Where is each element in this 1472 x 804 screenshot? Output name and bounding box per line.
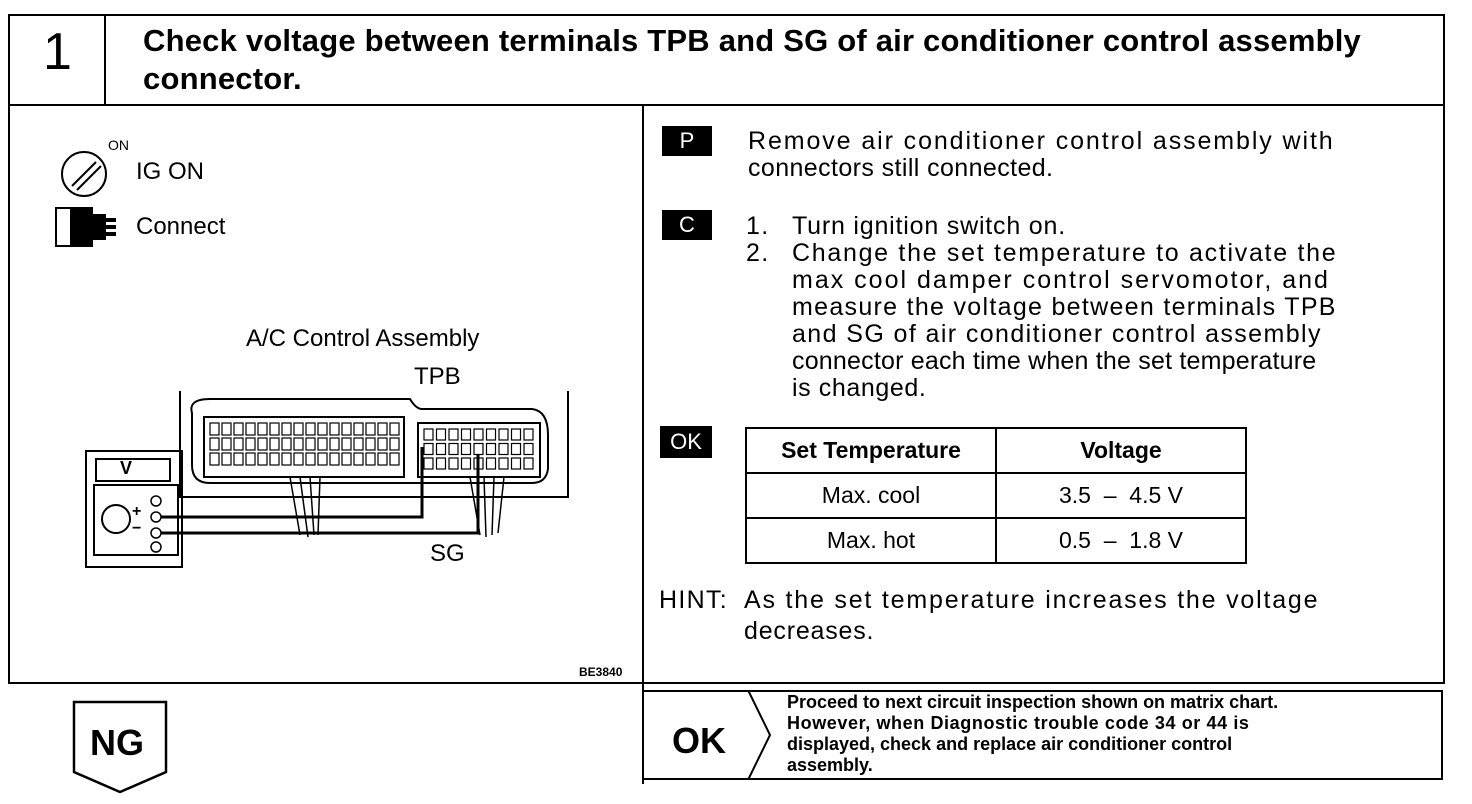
c2-line: Change the set temperature to activate the [792, 239, 1338, 267]
connector-pin [512, 429, 521, 440]
meter-minus: − [132, 520, 142, 537]
connector-pin [210, 423, 219, 435]
connector-pin [524, 429, 533, 440]
meter-label: V [120, 458, 133, 478]
ok-badge: OK [660, 426, 712, 458]
connector-pin [342, 438, 351, 450]
connector-pin [234, 423, 243, 435]
connector-pin [270, 453, 279, 465]
connector-pin [390, 423, 399, 435]
connector-pin [424, 458, 433, 469]
connector-pin [294, 423, 303, 435]
c2-line: is changed. [792, 374, 927, 402]
connector-pin [246, 423, 255, 435]
table-cell: 0.5 – 1.8 V [996, 518, 1246, 563]
table-header: Voltage [996, 428, 1246, 473]
connector-pin [512, 458, 521, 469]
table-cell: 3.5 – 4.5 V [996, 473, 1246, 518]
step-number-divider [104, 14, 106, 106]
connector-pin [366, 453, 375, 465]
connector-pin [318, 423, 327, 435]
hint-line1: As the set temperature increases the voltage [744, 586, 1320, 614]
connector-pin [487, 458, 496, 469]
connector-pin [342, 453, 351, 465]
table-row [746, 518, 1246, 563]
connector-pin [246, 438, 255, 450]
c1-num: 1. [746, 212, 770, 240]
connector-pin [330, 453, 339, 465]
hint-line2: decreases. [744, 617, 875, 645]
ok-line: assembly. [787, 755, 873, 775]
connector-pin [318, 453, 327, 465]
connector-pin [354, 438, 363, 450]
connector-pin [524, 458, 533, 469]
step-title [143, 22, 1361, 98]
connector-pin [512, 444, 521, 455]
connector-icon [52, 204, 124, 250]
voltage-table [745, 427, 1247, 564]
c2-num: 2. [746, 239, 770, 267]
table-cell: Max. hot [746, 518, 996, 563]
connector-pin [499, 458, 508, 469]
connector-pin [330, 423, 339, 435]
connector-pin [246, 453, 255, 465]
connector-diagram [80, 385, 580, 575]
connector-pin [449, 429, 458, 440]
step-number: 1 [43, 23, 72, 81]
c2-line: connector each time when the set temperature [792, 347, 1317, 375]
ok-chevron [746, 690, 776, 780]
connector-pin [210, 438, 219, 450]
connector-pin [294, 438, 303, 450]
ok-line: displayed, check and replace air conditioner control [787, 734, 1233, 754]
ok-line: However, when Diagnostic trouble code 34 or 44 is [787, 713, 1250, 733]
connector-pin [487, 444, 496, 455]
ok-label: OK [672, 720, 726, 761]
connector-pin [474, 429, 483, 440]
connector-pin [524, 444, 533, 455]
c1-text: Turn ignition switch on. [792, 212, 1066, 240]
assembly-label: A/C Control Assembly [246, 325, 480, 352]
connector-pin [424, 444, 433, 455]
connector-pin [306, 453, 315, 465]
connector-pin [354, 453, 363, 465]
sg-label: SG [430, 540, 465, 567]
connector-pin [437, 444, 446, 455]
connector-pin [390, 453, 399, 465]
connector-pin [366, 423, 375, 435]
connector-pin [318, 438, 327, 450]
table-row [746, 473, 1246, 518]
connector-pin [330, 438, 339, 450]
hint-text [744, 587, 1319, 645]
connector-pin [222, 423, 231, 435]
connector-pin [449, 458, 458, 469]
connector-pin [306, 423, 315, 435]
c2-line: and SG of air conditioner control assembly [792, 320, 1322, 348]
connector-pin [487, 429, 496, 440]
connector-pin [306, 438, 315, 450]
connector-pin [342, 423, 351, 435]
connector-pin [474, 444, 483, 455]
connector-pin [378, 423, 387, 435]
c2-line: measure the voltage between terminals TPB [792, 293, 1337, 321]
c-badge: C [662, 210, 712, 240]
connector-pin [258, 423, 267, 435]
connector-pin [270, 438, 279, 450]
connector-pin [390, 438, 399, 450]
p-line1: Remove air conditioner control assembly with [748, 127, 1335, 155]
connector-pin [234, 438, 243, 450]
ig-on-small-label: ON [108, 137, 129, 153]
connector-pin [378, 438, 387, 450]
connector-pin [222, 438, 231, 450]
p-line2: connectors still connected. [748, 154, 1054, 182]
ignition-key-icon [56, 144, 116, 200]
connector-pin [294, 453, 303, 465]
table-cell: Max. cool [746, 473, 996, 518]
figure-code: BE3840 [579, 665, 623, 679]
ng-label: NG [90, 722, 144, 763]
ok-line: Proceed to next circuit inspection shown on matrix chart. [787, 692, 1279, 712]
c2-text [792, 240, 1337, 402]
connector-pin [270, 423, 279, 435]
connector-pin [258, 438, 267, 450]
c2-line: max cool damper control servomotor, and [792, 266, 1330, 294]
connector-pin [462, 444, 471, 455]
connector-pin [437, 429, 446, 440]
connector-pin [437, 458, 446, 469]
connector-pin [462, 458, 471, 469]
table-header: Set Temperature [746, 428, 996, 473]
connector-pin [234, 453, 243, 465]
connector-pin [462, 429, 471, 440]
p-badge: P [662, 126, 712, 156]
hint-label: HINT: [659, 586, 728, 614]
connector-pin [366, 438, 375, 450]
connector-pin [499, 444, 508, 455]
step-title-line2: connector. [143, 61, 302, 96]
ig-on-label: IG ON [136, 158, 205, 185]
connector-pin [282, 438, 291, 450]
connector-pin [282, 423, 291, 435]
connector-pin [424, 429, 433, 440]
connector-pin [210, 453, 219, 465]
connector-pin [449, 444, 458, 455]
table-header-row [746, 428, 1246, 473]
connector-pin [378, 453, 387, 465]
connector-pin [499, 429, 508, 440]
connector-pin [282, 453, 291, 465]
connect-label: Connect [136, 213, 226, 240]
connector-pin [354, 423, 363, 435]
connector-pin [222, 453, 231, 465]
meter-plus: + [132, 503, 142, 520]
content-divider [642, 104, 644, 784]
tpb-label: TPB [414, 363, 461, 390]
connector-pin [258, 453, 267, 465]
ok-result-text [787, 692, 1278, 776]
p-text [748, 128, 1335, 182]
step-title-line1: Check voltage between terminals TPB and SG of air conditioner control assembly [143, 23, 1362, 58]
